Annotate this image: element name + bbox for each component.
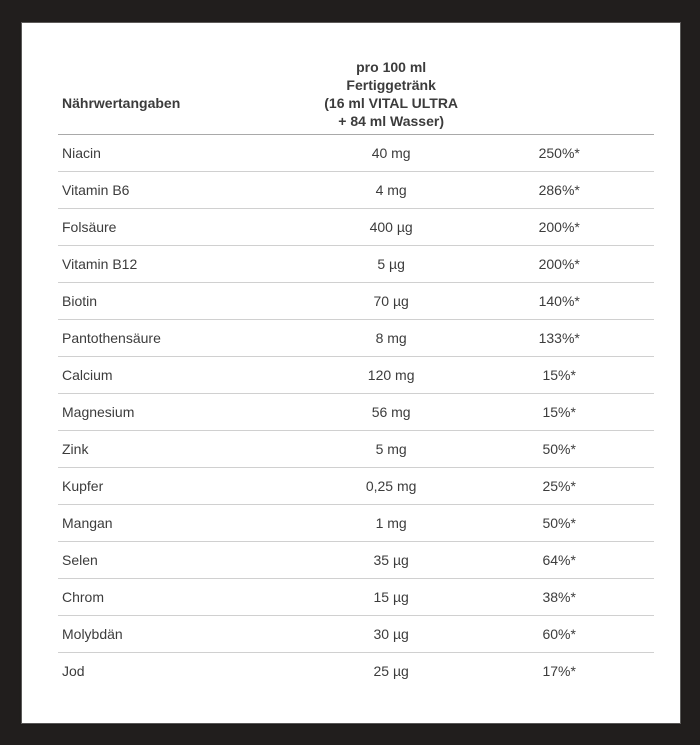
nutrient-amount: 25 µg: [373, 663, 409, 680]
table-row: [58, 357, 654, 394]
table-row: [58, 135, 654, 172]
nutrient-amount: 1 mg: [318, 505, 465, 542]
nutrient-percent: 200%*: [464, 209, 654, 246]
nutrient-name: Zink: [58, 431, 318, 468]
nutrient-percent: 200%*: [464, 246, 654, 283]
nutrient-name: Jod: [62, 663, 85, 680]
nutrient-percent: 50%*: [464, 431, 654, 468]
nutrient-percent: 25%*: [464, 468, 654, 505]
table-row: [58, 579, 654, 616]
table-row: [58, 616, 654, 653]
nutrition-card: [22, 23, 680, 723]
nutrient-amount: 56 mg: [318, 394, 465, 431]
nutrient-percent: 60%*: [464, 616, 654, 653]
nutrient-percent: 140%*: [464, 283, 654, 320]
table-row: [58, 172, 654, 209]
serving-line-3: (16 ml VITAL ULTRA: [324, 95, 459, 111]
table-row: [58, 542, 654, 579]
nutrient-amount: 0,25 mg: [318, 468, 465, 505]
nutrient-name: Pantothensäure: [58, 320, 318, 357]
bottom-strip: [0, 745, 700, 756]
nutrient-name: Calcium: [58, 357, 318, 394]
serving-line-1: pro 100 ml: [356, 59, 427, 75]
serving-line-2: Fertiggetränk: [346, 77, 436, 93]
header-percent-column: [464, 58, 654, 135]
nutrient-name: Mangan: [58, 505, 318, 542]
nutrient-amount: 4 mg: [318, 172, 465, 209]
nutrient-amount: 30 µg: [318, 616, 465, 653]
nutrient-amount: 5 µg: [318, 246, 465, 283]
nutrient-name: Chrom: [58, 579, 318, 616]
nutrient-amount: 400 µg: [318, 209, 465, 246]
nutrient-percent: 15%*: [464, 394, 654, 431]
nutrient-percent: 17%*: [542, 663, 576, 680]
table-row: [58, 653, 654, 690]
table-row: [58, 468, 654, 505]
serving-line-4: + 84 ml Wasser): [338, 113, 444, 129]
table-row: [58, 246, 654, 283]
nutrient-name: Selen: [58, 542, 318, 579]
nutrient-percent: 64%*: [464, 542, 654, 579]
nutrient-name: Molybdän: [58, 616, 318, 653]
nutrient-name: Magnesium: [58, 394, 318, 431]
nutrient-amount: 5 mg: [318, 431, 465, 468]
nutrient-amount: 40 mg: [318, 135, 465, 172]
header-nutrient-column: Nährwertangaben: [58, 58, 318, 135]
table-header: [58, 58, 654, 135]
nutrient-percent: 15%*: [464, 357, 654, 394]
nutrient-amount: 120 mg: [318, 357, 465, 394]
table-row: [58, 505, 654, 542]
table-body: [58, 135, 654, 690]
table-row: [58, 431, 654, 468]
nutrient-percent: 286%*: [464, 172, 654, 209]
nutrient-amount: 15 µg: [318, 579, 465, 616]
nutrient-name: Vitamin B6: [58, 172, 318, 209]
nutrient-name: Biotin: [58, 283, 318, 320]
table-row: [58, 209, 654, 246]
nutrient-name: Kupfer: [58, 468, 318, 505]
nutrient-amount: 35 µg: [318, 542, 465, 579]
nutrient-name: Niacin: [58, 135, 318, 172]
header-serving-column: [318, 58, 465, 135]
table-row: [58, 320, 654, 357]
nutrient-amount: 8 mg: [318, 320, 465, 357]
nutrient-percent: 133%*: [464, 320, 654, 357]
nutrient-percent: 250%*: [464, 135, 654, 172]
nutrient-amount: 70 µg: [318, 283, 465, 320]
nutrient-percent: 50%*: [464, 505, 654, 542]
nutrient-name: Vitamin B12: [58, 246, 318, 283]
table-row: [58, 283, 654, 320]
nutrition-table: [58, 58, 654, 690]
table-row: [58, 394, 654, 431]
nutrient-percent: 38%*: [464, 579, 654, 616]
nutrient-name: Folsäure: [58, 209, 318, 246]
